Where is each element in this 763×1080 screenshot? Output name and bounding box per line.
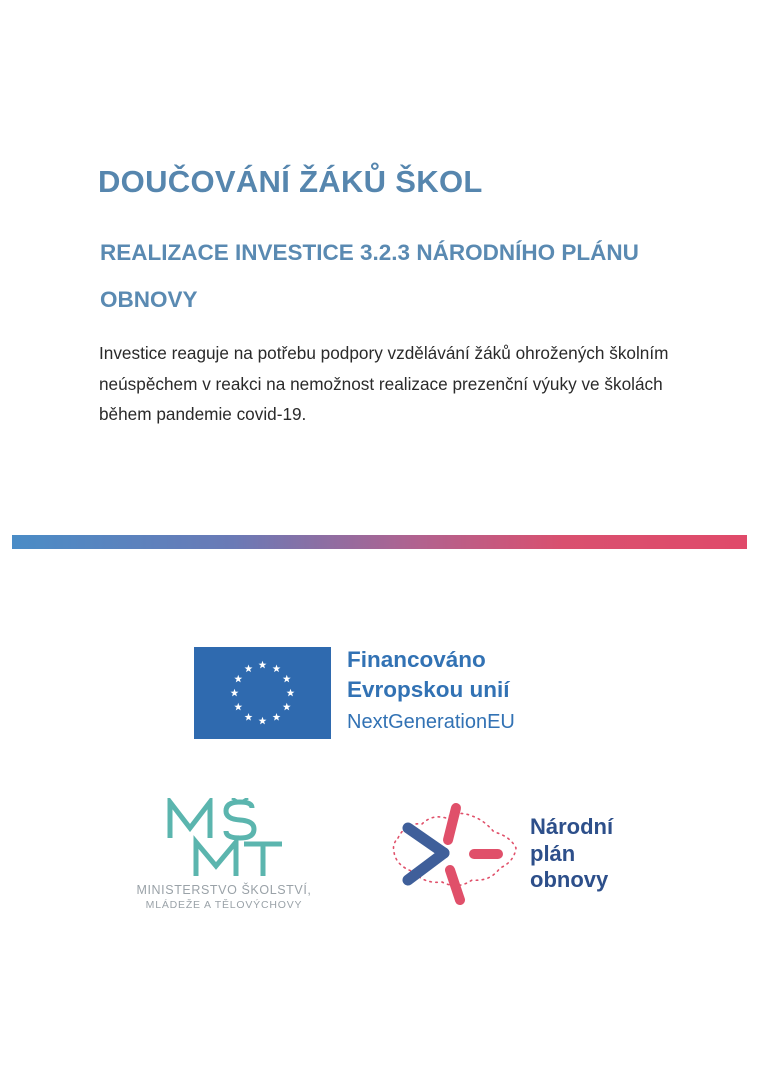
eu-star: [245, 665, 253, 673]
eu-star: [283, 703, 291, 711]
eu-star: [259, 661, 267, 669]
eu-flag-icon: [194, 647, 331, 739]
eu-star: [234, 703, 242, 711]
eu-star: [231, 689, 239, 697]
eu-funding-text: [347, 645, 515, 739]
msmt-ministry-name: [104, 882, 344, 912]
eu-star: [234, 675, 242, 683]
eu-star: [245, 713, 253, 721]
npo-line-3: obnovy: [530, 867, 609, 892]
eu-star: [273, 713, 281, 721]
document-subtitle: REALIZACE INVESTICE 3.2.3 NÁRODNÍHO PLÁNU OBNOVY: [100, 240, 639, 312]
eu-star: [283, 675, 291, 683]
npo-logo-text: [530, 814, 613, 894]
msmt-line-1: MINISTERSTVO ŠKOLSTVÍ,: [136, 883, 312, 897]
eu-funding-line-3: NextGenerationEU: [347, 711, 515, 733]
eu-star: [287, 689, 295, 697]
gradient-divider: [12, 535, 747, 549]
eu-star: [273, 665, 281, 673]
eu-funding-line-1: Financováno: [347, 647, 486, 672]
msmt-logo-icon: [160, 798, 290, 880]
document-body: Investice reaguje na potřebu podpory vzdělávání žáků ohrožených školním neúspěchem v reakci na nemožnost realizace prezenční výuky ve školách během pandemie covid-19.: [99, 343, 669, 424]
eu-funding-line-2: Evropskou unií: [347, 677, 510, 702]
npo-line-1: Národní: [530, 814, 614, 839]
npo-logo-icon: [388, 798, 520, 910]
msmt-line-2: MLÁDEŽE A TĚLOVÝCHOVY: [145, 899, 303, 911]
eu-star: [259, 717, 267, 725]
document-title: DOUČOVÁNÍ ŽÁKŮ ŠKOL: [98, 164, 483, 199]
npo-line-2: plán: [530, 840, 576, 866]
